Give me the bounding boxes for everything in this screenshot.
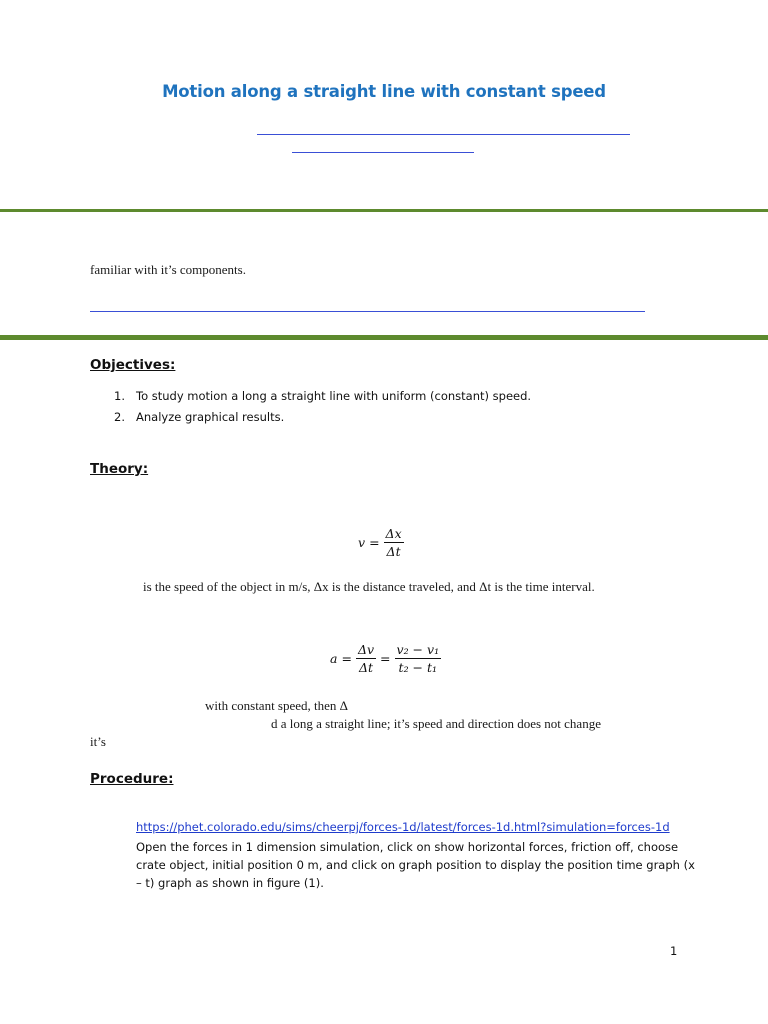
procedure-text: Open the forces in 1 dimension simulation, click on show horizontal forces, friction off, choose crate object, initial position 0 m, and click on graph position to display the position time graph (x – t) graph as shown in figure (1). [136,840,695,890]
objective-item-2 [114,410,284,424]
accel-numerator-1: Δv [357,642,375,657]
speed-eq-lhs: v [358,535,366,550]
objective-number: 2. [114,410,125,424]
title-underline-1 [257,134,630,135]
procedure-heading: Procedure: [90,771,174,787]
theory-line-1: with constant speed, then Δ [205,698,349,713]
section-divider-bottom [0,335,768,340]
accel-fraction-1 [356,642,376,675]
accel-eq-equals: = [341,651,352,666]
accel-denominator-1: Δt [358,660,374,675]
section-divider-top [0,209,768,212]
title-underline-2 [292,152,474,153]
objectives-heading: Objectives: [90,357,176,373]
accel-eq-equals-2: = [380,651,391,666]
objective-text: To study motion a long a straight line with uniform (constant) speed. [136,389,532,403]
speed-eq-equals: = [369,535,380,550]
objective-number: 1. [114,389,125,403]
accel-denominator-2: t₂ − t₁ [398,660,438,675]
objective-text: Analyze graphical results. [136,410,285,424]
simulation-link[interactable]: https://phet.colorado.edu/sims/cheerpj/forces-1d/latest/forces-1d.html?simulation=forces-1d [136,820,670,834]
speed-fraction [384,526,404,559]
accel-fraction-2 [395,642,442,675]
accel-numerator-2: v₂ − v₁ [396,642,440,657]
theory-line-3: it’s [90,734,106,749]
page-number: 1 [670,944,678,958]
acceleration-equation [330,642,441,675]
theory-heading: Theory: [90,461,149,477]
speed-equation [358,526,404,559]
intro-underline [90,311,645,312]
theory-line-2: d a long a straight line; it’s speed and direction does not change [271,716,601,731]
speed-denominator: Δt [386,544,401,559]
accel-eq-lhs: a [330,651,338,666]
speed-numerator: Δx [385,526,402,541]
objective-item-1 [114,389,531,403]
document-title: Motion along a straight line with constant speed [162,82,606,101]
speed-description: is the speed of the object in m/s, Δx is the distance traveled, and Δt is the time interval. [143,579,595,594]
intro-text: familiar with it’s components. [90,262,246,277]
